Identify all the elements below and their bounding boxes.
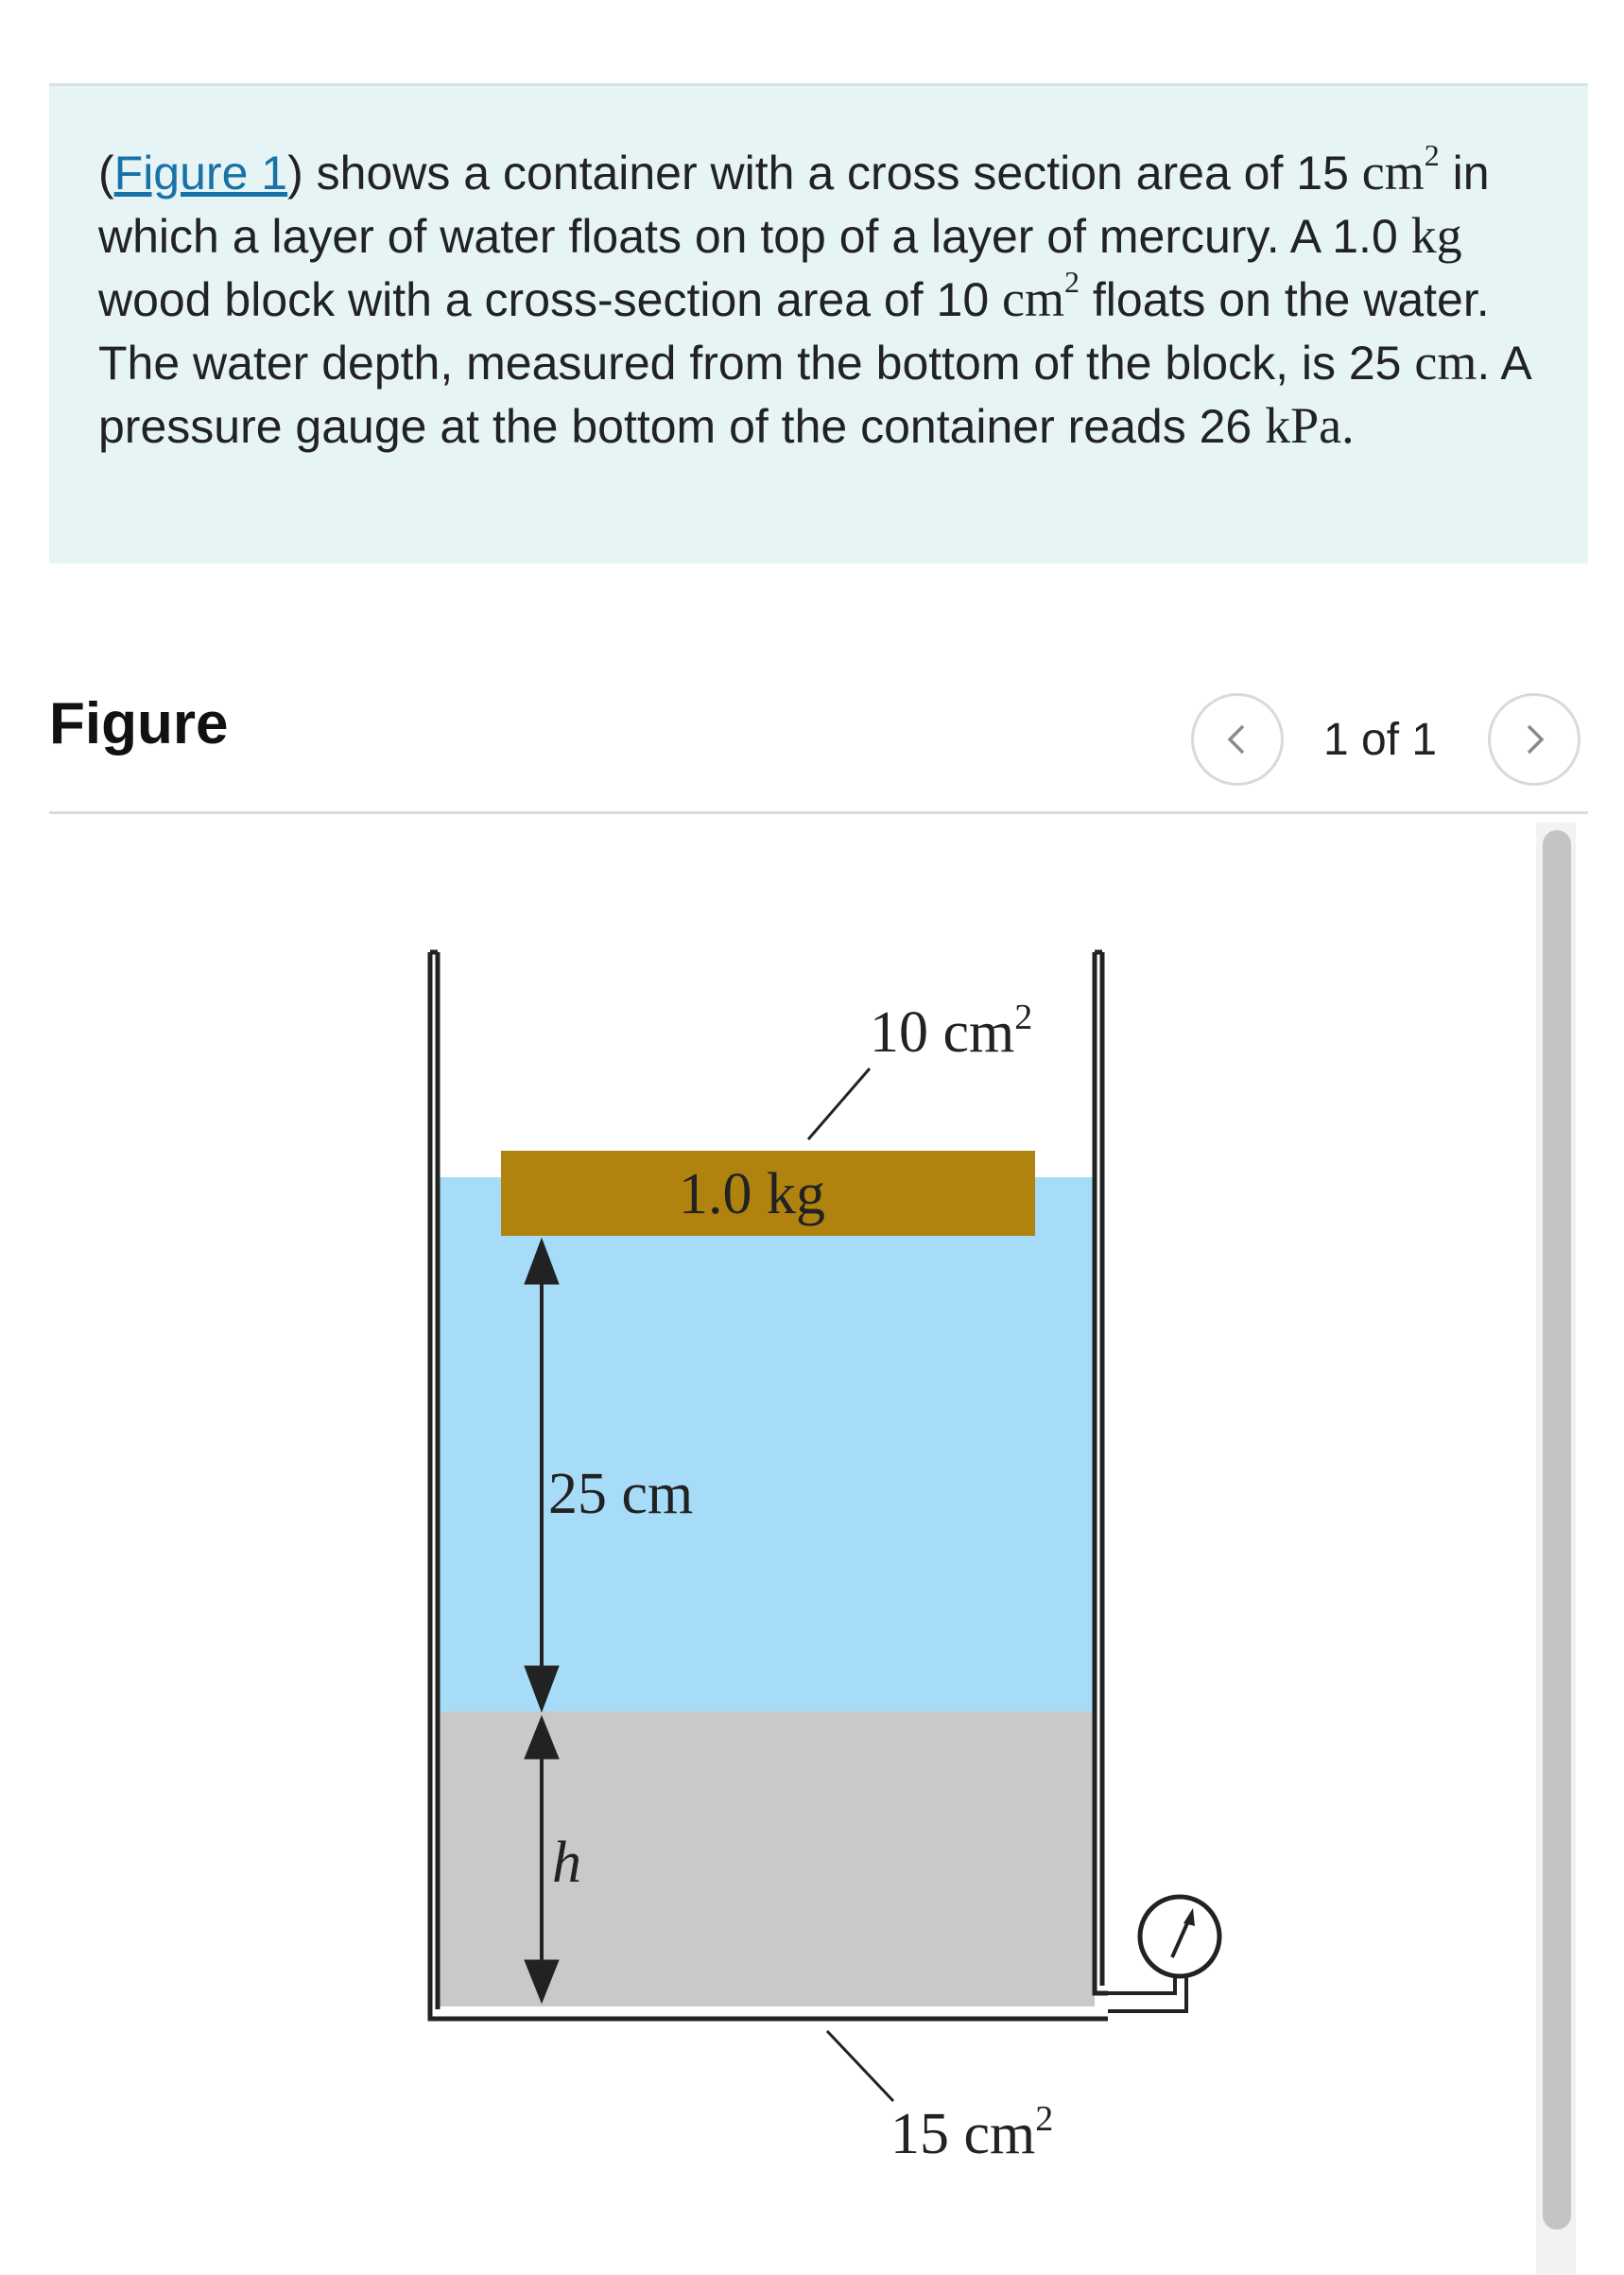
block-area-label: 10 $cm^2$ (870, 998, 1033, 1065)
container-area-leader (827, 2031, 893, 2101)
water-depth-label: 25 cm (548, 1462, 694, 1526)
problem-statement: (Figure 1) shows a container with a cross section area of 15 $cm^2$ in which a layer of water floats on top of a layer of mercury. A 1.0 kg wood block with a cross-section area of 10 $cm^2$ floats on the water. The water depth, measured from the bottom of the block, is 25 cm. A pressure gauge at the bottom of the container reads 26 kPa. (98, 138, 1529, 454)
pressure-gauge-icon (1140, 1897, 1219, 1976)
unit-kpa: kPa (1265, 397, 1342, 454)
block-area-leader (808, 1068, 870, 1139)
unit-cm2-block: $cm^2$ (1002, 265, 1080, 327)
mercury-depth-label: h (552, 1831, 581, 1895)
figure-title: Figure (49, 691, 229, 756)
container-area-label: 15 $cm^2$ (890, 2099, 1054, 2166)
unit-cm2: $cm^2$ (1361, 138, 1440, 200)
unit-kg: kg (1410, 207, 1462, 264)
figure-counter: 1 of 1 (1323, 715, 1438, 765)
block-mass-label: 1.0 kg (679, 1162, 825, 1226)
unit-cm: cm (1414, 334, 1477, 391)
figure-1-link[interactable]: Figure 1 (113, 147, 288, 200)
figure-scrollbar-thumb[interactable] (1543, 830, 1571, 2230)
